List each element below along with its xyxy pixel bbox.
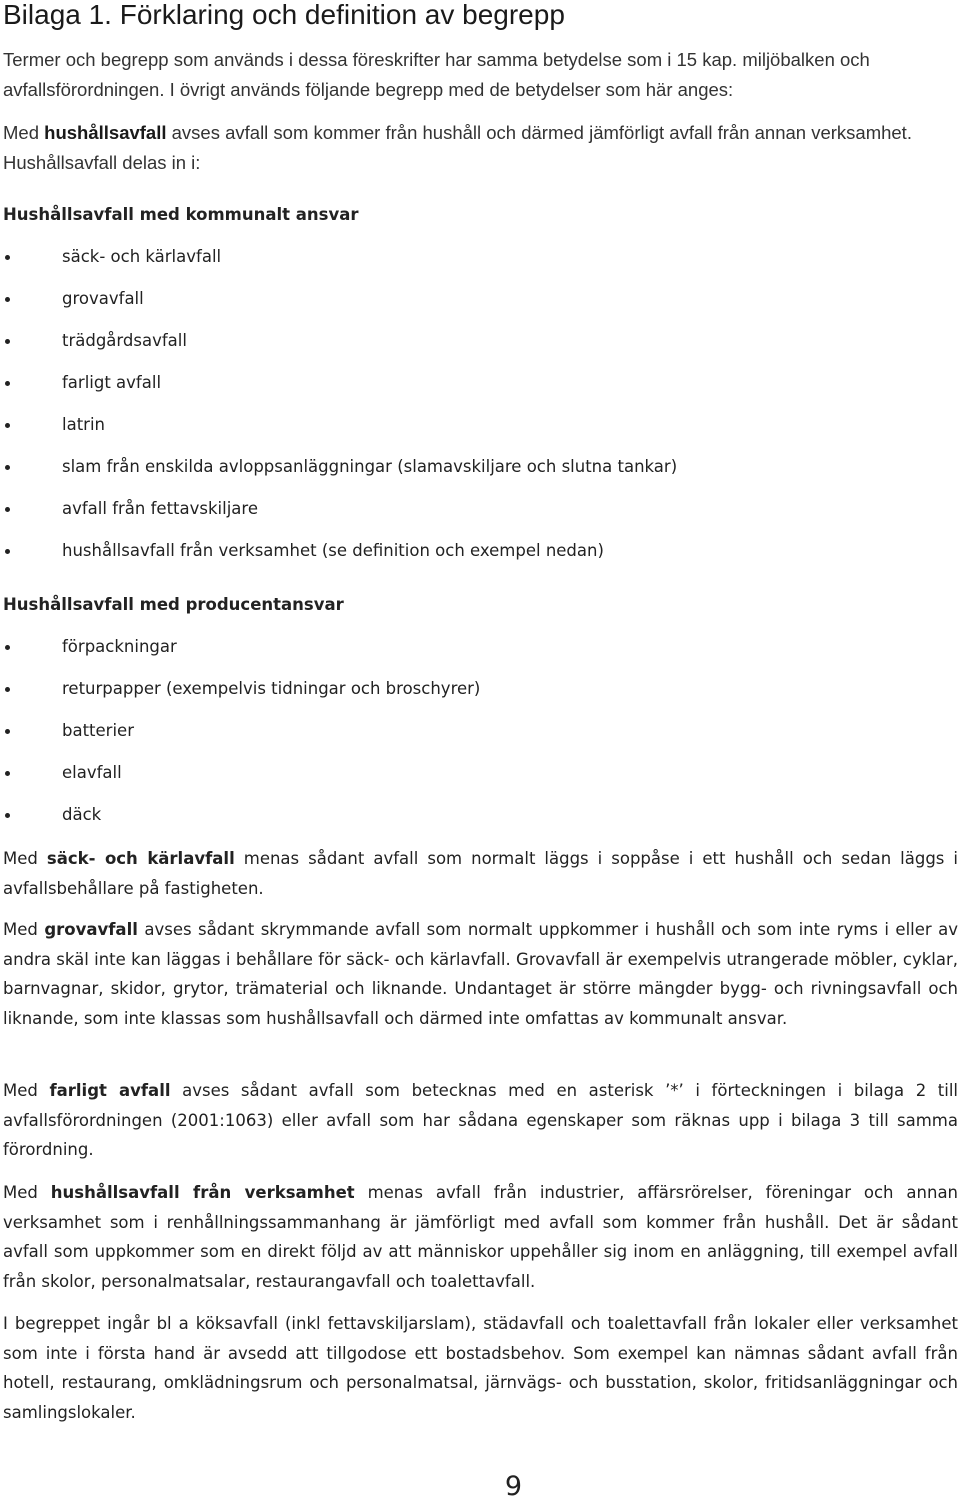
definition-term: grovavfall [44,920,138,939]
list-item-label: returpapper (exempelvis tidningar och broschyrer) [62,679,481,698]
list-item-label: latrin [62,415,105,434]
section-heading-producentansvar: Hushållsavfall med producentansvar [3,595,344,614]
list-item [0,456,940,478]
list-item [0,678,940,700]
list-item-label: slam från enskilda avloppsanläggningar (slamavskiljare och slutna tankar) [62,457,678,476]
list-item [0,330,940,352]
bullet-icon [5,381,10,386]
list-item-label: däck [62,805,102,824]
bullet-icon [5,297,10,302]
list-item [0,414,940,436]
list-item-label: farligt avfall [62,373,162,392]
list-item-label: elavfall [62,763,122,782]
definition-text: menas avfall från industrier, affärsrörelser, föreningar och annan verksamhet som i renhållningssammanhang är jämförligt med avfall som kommer från hushåll. Det är sådant avfall som uppkommer som en direkt följd av att människor uppehåller sig inom en anläggning, till exempel avfall från skolor, personalmatsalar, restaurangavfall och toalettavfall. [3,1183,959,1291]
intro-definition-term: hushållsavfall [44,122,167,143]
definition-grovavfall [3,915,958,1033]
list-item-label: grovavfall [62,289,144,308]
definition-pre: Med [3,1183,51,1202]
definition-pre: Med [3,1081,50,1100]
bullet-icon [5,813,10,818]
list-item [0,540,940,562]
list-item [0,762,940,784]
list-item-label: säck- och kärlavfall [62,247,222,266]
bullet-icon [5,645,10,650]
list-item [0,498,940,520]
bullet-icon [5,549,10,554]
intro-definition-post: avses avfall som kommer från hushåll och därmed jämförligt avfall från annan verksamhet. Hushållsavfall delas in i: [3,122,912,173]
bullet-icon [5,771,10,776]
bullet-icon [5,729,10,734]
bullet-icon [5,687,10,692]
definition-term: farligt avfall [49,1081,171,1100]
list-item-label: trädgårdsavfall [62,331,187,350]
list-item-label: avfall från fettavskiljare [62,499,258,518]
definition-term: hushållsavfall från verksamhet [50,1183,355,1202]
definition-pre: Med [3,849,47,868]
bullet-icon [5,339,10,344]
list-item-label: förpackningar [62,637,177,656]
section-heading-kommunalt-ansvar: Hushållsavfall med kommunalt ansvar [3,205,359,224]
list-item-label: hushållsavfall från verksamhet (se definition och exempel nedan) [62,541,604,560]
bullet-icon [5,465,10,470]
list-item-label: batterier [62,721,134,740]
closing-paragraph: I begreppet ingår bl a köksavfall (inkl fettavskiljarslam), städavfall och toalettavfall från lokaler eller verksamhet som inte i första hand är avsedd att tillgodose ett bostadsbehov. Som exempel kan nämnas sådant avfall från hotell, restaurang, omklädningsrum och personalmatsal, järnvägs- och busstation, skolor, fritidsanläggningar och samlingslokaler. [3,1314,958,1422]
list-item [0,720,940,742]
definition-text: avses sådant skrymmande avfall som normalt uppkommer i hushåll och som inte ryms i eller av andra skäl inte kan läggas i behållare för säck- och kärlavfall. Grovavfall är exempelvis utrangerade möbler, cyklar, barnvagnar, skidor, grytor, trämaterial och liknande. Undantaget är större mängder bygg- och rivningsavfall och liknande, som inte klassas som hushållsavfall och därmed inte omfattas av kommunalt ansvar. [3,920,959,1028]
definition-text: menas sådant avfall som normalt läggs i soppåse i ett hushåll och sedan läggs i avfallsbehållare på fastigheten. [3,849,958,898]
bullet-icon [5,255,10,260]
list-item [0,372,940,394]
definition-text: avses sådant avfall som betecknas med en asterisk ’*’ i förteckningen i bilaga 2 till avfallsförordningen (2001:1063) eller avfall som har sådana egenskaper som räknas upp i bilaga 3 till samma förordning. [3,1081,959,1159]
page-title: Bilaga 1. Förklaring och definition av begrepp [3,0,565,30]
intro-definition-pre: Med [3,122,45,143]
definition-pre: Med [3,920,45,939]
page-number: 9 [504,1471,523,1502]
definition-farligt-avfall [3,1076,958,1165]
definition-hushallsavfall-fran-verksamhet [3,1178,958,1296]
list-item [0,246,940,268]
bullet-icon [5,423,10,428]
bullet-icon [5,507,10,512]
intro-paragraph: Termer och begrepp som används i dessa föreskrifter har samma betydelse som i 15 kap. miljöbalken och avfallsförordningen. I övrigt används följande begrepp med de betydelser som här anges: [3,49,870,100]
definition-term: säck- och kärlavfall [46,849,235,868]
list-item [0,288,940,310]
intro-definition-paragraph [3,118,957,178]
list-item [0,636,940,658]
list-item [0,804,940,826]
definition-sack-karlavfall [3,844,958,903]
